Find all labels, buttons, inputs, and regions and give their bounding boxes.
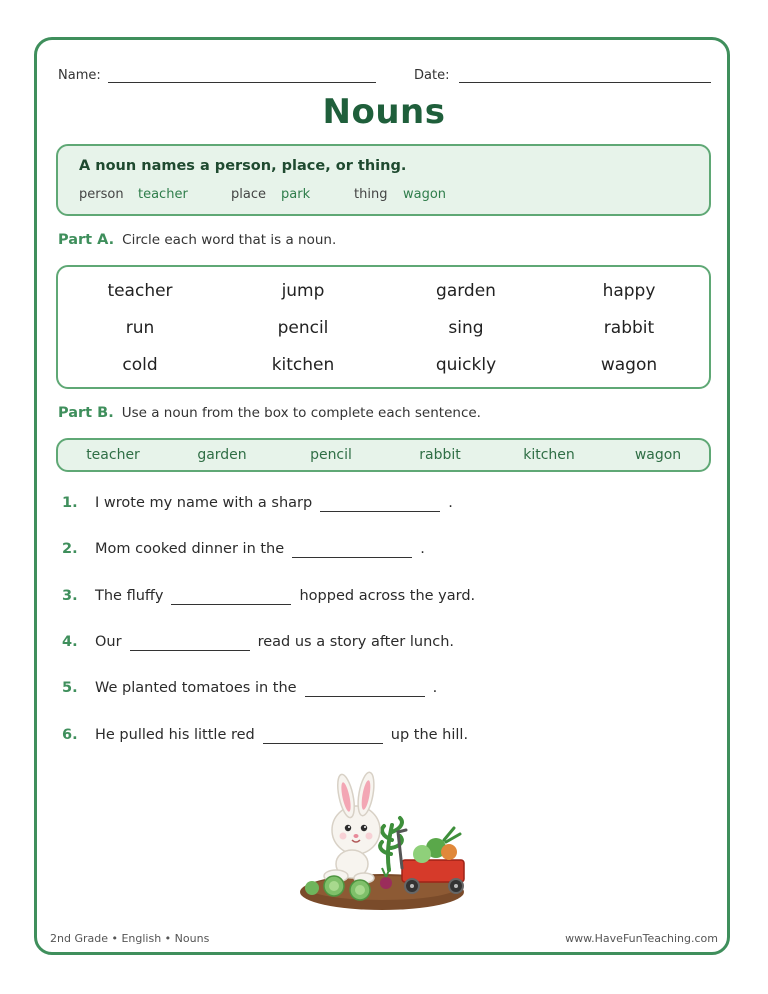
footer-course-info: 2nd Grade • English • Nouns — [50, 932, 210, 945]
sentence-end: . — [420, 541, 425, 557]
definition-category: place — [231, 187, 266, 202]
date-label: Date: — [414, 68, 450, 83]
sentence-end: . — [448, 495, 453, 511]
answer-blank[interactable] — [305, 680, 425, 697]
noun-choice-word[interactable]: sing — [448, 318, 484, 338]
noun-choice-word[interactable]: jump — [281, 281, 325, 301]
definition-box — [56, 144, 711, 216]
answer-blank[interactable] — [292, 541, 412, 558]
sentence-end: . — [432, 680, 438, 696]
noun-choice-word[interactable]: pencil — [277, 318, 329, 338]
noun-choice-word[interactable]: wagon — [600, 355, 658, 375]
sentence-number: 6. — [62, 727, 78, 743]
answer-blank[interactable] — [263, 727, 383, 744]
date-field[interactable] — [459, 82, 711, 83]
noun-choice-word[interactable]: happy — [602, 281, 656, 301]
part-a-instruction: Circle each word that is a noun. — [122, 232, 337, 248]
answer-blank[interactable] — [320, 495, 440, 512]
noun-choice-word[interactable]: teacher — [107, 281, 173, 301]
part-b-heading — [58, 405, 481, 421]
word-bank-item: garden — [197, 447, 247, 463]
sentence-end: read us a story after lunch. — [257, 634, 455, 650]
sentence-text: I wrote my name with a sharp — [95, 495, 313, 511]
sentence-text: He pulled his little red — [95, 727, 255, 743]
definition-rule: A noun names a person, place, or thing. — [79, 158, 407, 174]
word-bank-item: kitchen — [523, 447, 575, 463]
page-title: Nouns — [322, 92, 446, 132]
part-a-label: Part A. — [58, 232, 115, 248]
name-field[interactable] — [108, 82, 376, 83]
part-b-label: Part B. — [58, 405, 114, 421]
definition-category: thing — [354, 187, 388, 202]
sentence-end: up the hill. — [390, 727, 469, 743]
definition-example: wagon — [403, 187, 447, 202]
sentence-end: hopped across the yard. — [299, 588, 476, 604]
footer-website: www.HaveFunTeaching.com — [565, 932, 718, 945]
bunny-garden-illustration — [294, 770, 474, 915]
sentence-number: 1. — [62, 495, 78, 511]
noun-choice-word[interactable]: kitchen — [271, 355, 335, 375]
noun-choice-word[interactable]: cold — [122, 355, 158, 375]
name-label: Name: — [58, 68, 101, 83]
part-a-heading — [58, 232, 336, 248]
noun-choice-word[interactable]: rabbit — [603, 318, 655, 338]
definition-category: person — [79, 187, 124, 202]
noun-choice-word[interactable]: run — [125, 318, 155, 338]
part-b-instruction: Use a noun from the box to complete each sentence. — [121, 405, 481, 421]
sentence-text: Our — [95, 634, 122, 650]
word-bank — [56, 438, 711, 472]
noun-choice-word[interactable]: quickly — [435, 355, 497, 375]
answer-blank[interactable] — [130, 634, 250, 651]
word-bank-item: pencil — [310, 447, 352, 463]
word-bank-item: teacher — [86, 447, 140, 463]
sentence-number: 5. — [62, 680, 78, 696]
sentence-number: 3. — [62, 588, 78, 604]
sentence-text: Mom cooked dinner in the — [95, 541, 285, 557]
sentence-number: 4. — [62, 634, 78, 650]
part-a-word-grid — [56, 265, 711, 389]
sentence-number: 2. — [62, 541, 78, 557]
sentence-text: We planted tomatoes in the — [95, 680, 297, 696]
noun-choice-word[interactable]: garden — [436, 281, 496, 301]
answer-blank[interactable] — [171, 588, 291, 605]
sentence-text: The fluffy — [95, 588, 164, 604]
word-bank-item: wagon — [634, 447, 682, 463]
definition-example: teacher — [138, 187, 188, 202]
word-bank-item: rabbit — [419, 447, 461, 463]
definition-example: park — [281, 187, 311, 202]
